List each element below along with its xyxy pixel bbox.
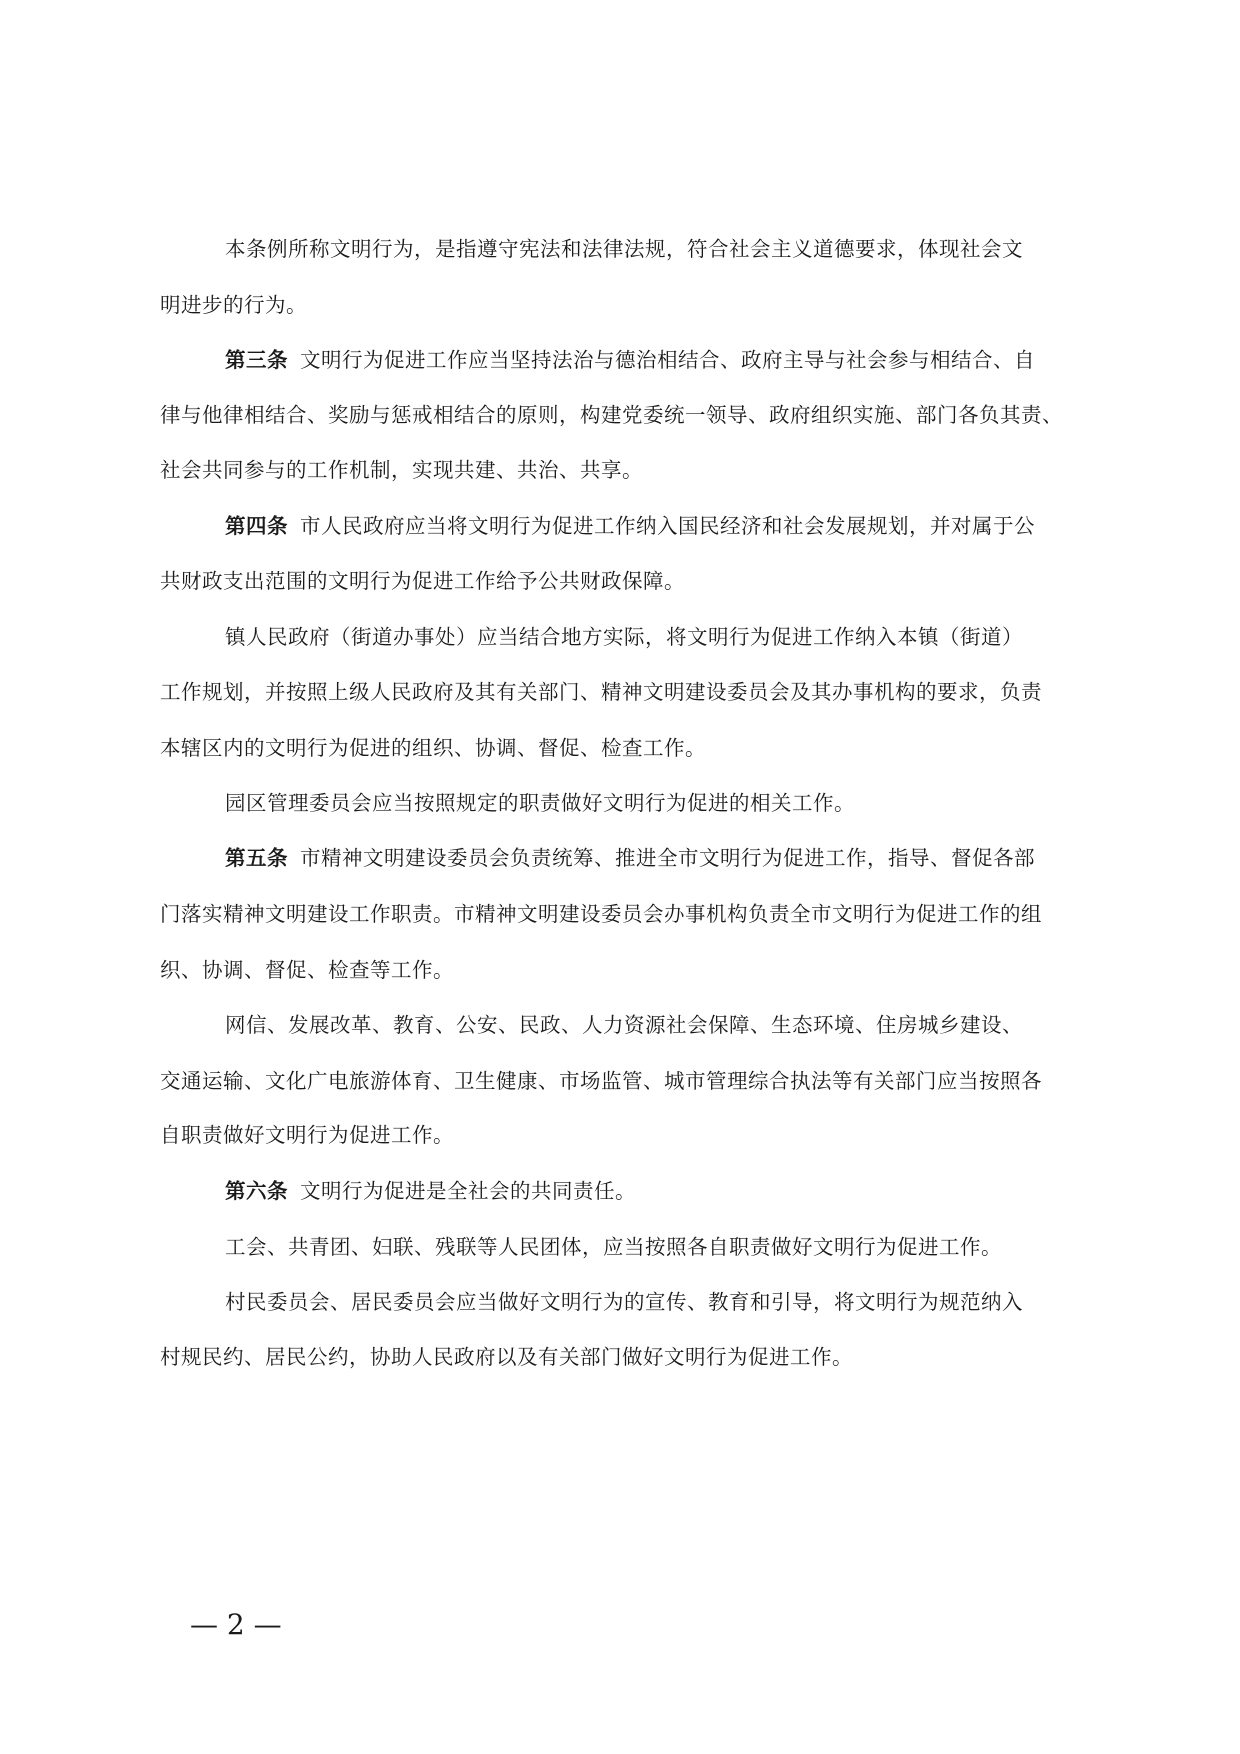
article-heading: 第三条 <box>225 348 288 372</box>
paragraph-line <box>225 1287 1023 1317</box>
paragraph-line <box>160 1342 853 1372</box>
paragraph-line <box>160 566 685 596</box>
paragraph-line <box>160 400 1063 430</box>
line-text: 社会共同参与的工作机制，实现共建、共治、共享。 <box>160 458 643 482</box>
article-4-line <box>225 511 1035 541</box>
paragraph-line <box>160 899 1042 929</box>
paragraph-line <box>160 677 1042 707</box>
page-number: — 2 — <box>190 1608 282 1641</box>
paragraph-line <box>160 290 307 320</box>
line-text: 园区管理委员会应当按照规定的职责做好文明行为促进的相关工作。 <box>225 791 855 815</box>
line-text: 共财政支出范围的文明行为促进工作给予公共财政保障。 <box>160 569 685 593</box>
paragraph-line <box>225 788 855 818</box>
article-heading: 第五条 <box>225 846 288 870</box>
line-text: 文明行为促进是全社会的共同责任。 <box>300 1179 636 1203</box>
line-text: 本条例所称文明行为，是指遵守宪法和法律法规，符合社会主义道德要求，体现社会文 <box>225 237 1023 261</box>
line-text: 明进步的行为。 <box>160 293 307 317</box>
paragraph-line <box>160 455 643 485</box>
line-text: 织、协调、督促、检查等工作。 <box>160 958 454 982</box>
line-text: 镇人民政府（街道办事处）应当结合地方实际，将文明行为促进工作纳入本镇（街道） <box>225 625 1023 649</box>
paragraph-line <box>160 1066 1042 1096</box>
line-text: 门落实精神文明建设工作职责。市精神文明建设委员会办事机构负责全市文明行为促进工作的组 <box>160 902 1042 926</box>
line-text: 市人民政府应当将文明行为促进工作纳入国民经济和社会发展规划，并对属于公 <box>300 514 1035 538</box>
paragraph-line <box>160 955 454 985</box>
paragraph-line <box>225 622 1023 652</box>
paragraph-line <box>160 733 706 763</box>
line-text: 自职责做好文明行为促进工作。 <box>160 1123 454 1147</box>
line-text: 本辖区内的文明行为促进的组织、协调、督促、检查工作。 <box>160 736 706 760</box>
line-text: 村民委员会、居民委员会应当做好文明行为的宣传、教育和引导，将文明行为规范纳入 <box>225 1290 1023 1314</box>
line-text: 文明行为促进工作应当坚持法治与德治相结合、政府主导与社会参与相结合、自 <box>300 348 1035 372</box>
article-heading: 第六条 <box>225 1179 288 1203</box>
paragraph-line <box>225 1010 1023 1040</box>
paragraph-line <box>225 1232 1002 1262</box>
line-text: 交通运输、文化广电旅游体育、卫生健康、市场监管、城市管理综合执法等有关部门应当按照各 <box>160 1069 1042 1093</box>
article-6-line <box>225 1176 636 1206</box>
line-text: 工会、共青团、妇联、残联等人民团体，应当按照各自职责做好文明行为促进工作。 <box>225 1235 1002 1259</box>
article-3-line <box>225 345 1035 375</box>
line-text: 律与他律相结合、奖励与惩戒相结合的原则，构建党委统一领导、政府组织实施、部门各负其责、 <box>160 403 1063 427</box>
line-text: 村规民约、居民公约，协助人民政府以及有关部门做好文明行为促进工作。 <box>160 1345 853 1369</box>
paragraph-line <box>225 234 1023 264</box>
line-text: 工作规划，并按照上级人民政府及其有关部门、精神文明建设委员会及其办事机构的要求，负责 <box>160 680 1042 704</box>
paragraph-line <box>160 1120 454 1150</box>
article-heading: 第四条 <box>225 514 288 538</box>
line-text: 网信、发展改革、教育、公安、民政、人力资源社会保障、生态环境、住房城乡建设、 <box>225 1013 1023 1037</box>
line-text: 市精神文明建设委员会负责统筹、推进全市文明行为促进工作，指导、督促各部 <box>300 846 1035 870</box>
article-5-line <box>225 843 1035 873</box>
